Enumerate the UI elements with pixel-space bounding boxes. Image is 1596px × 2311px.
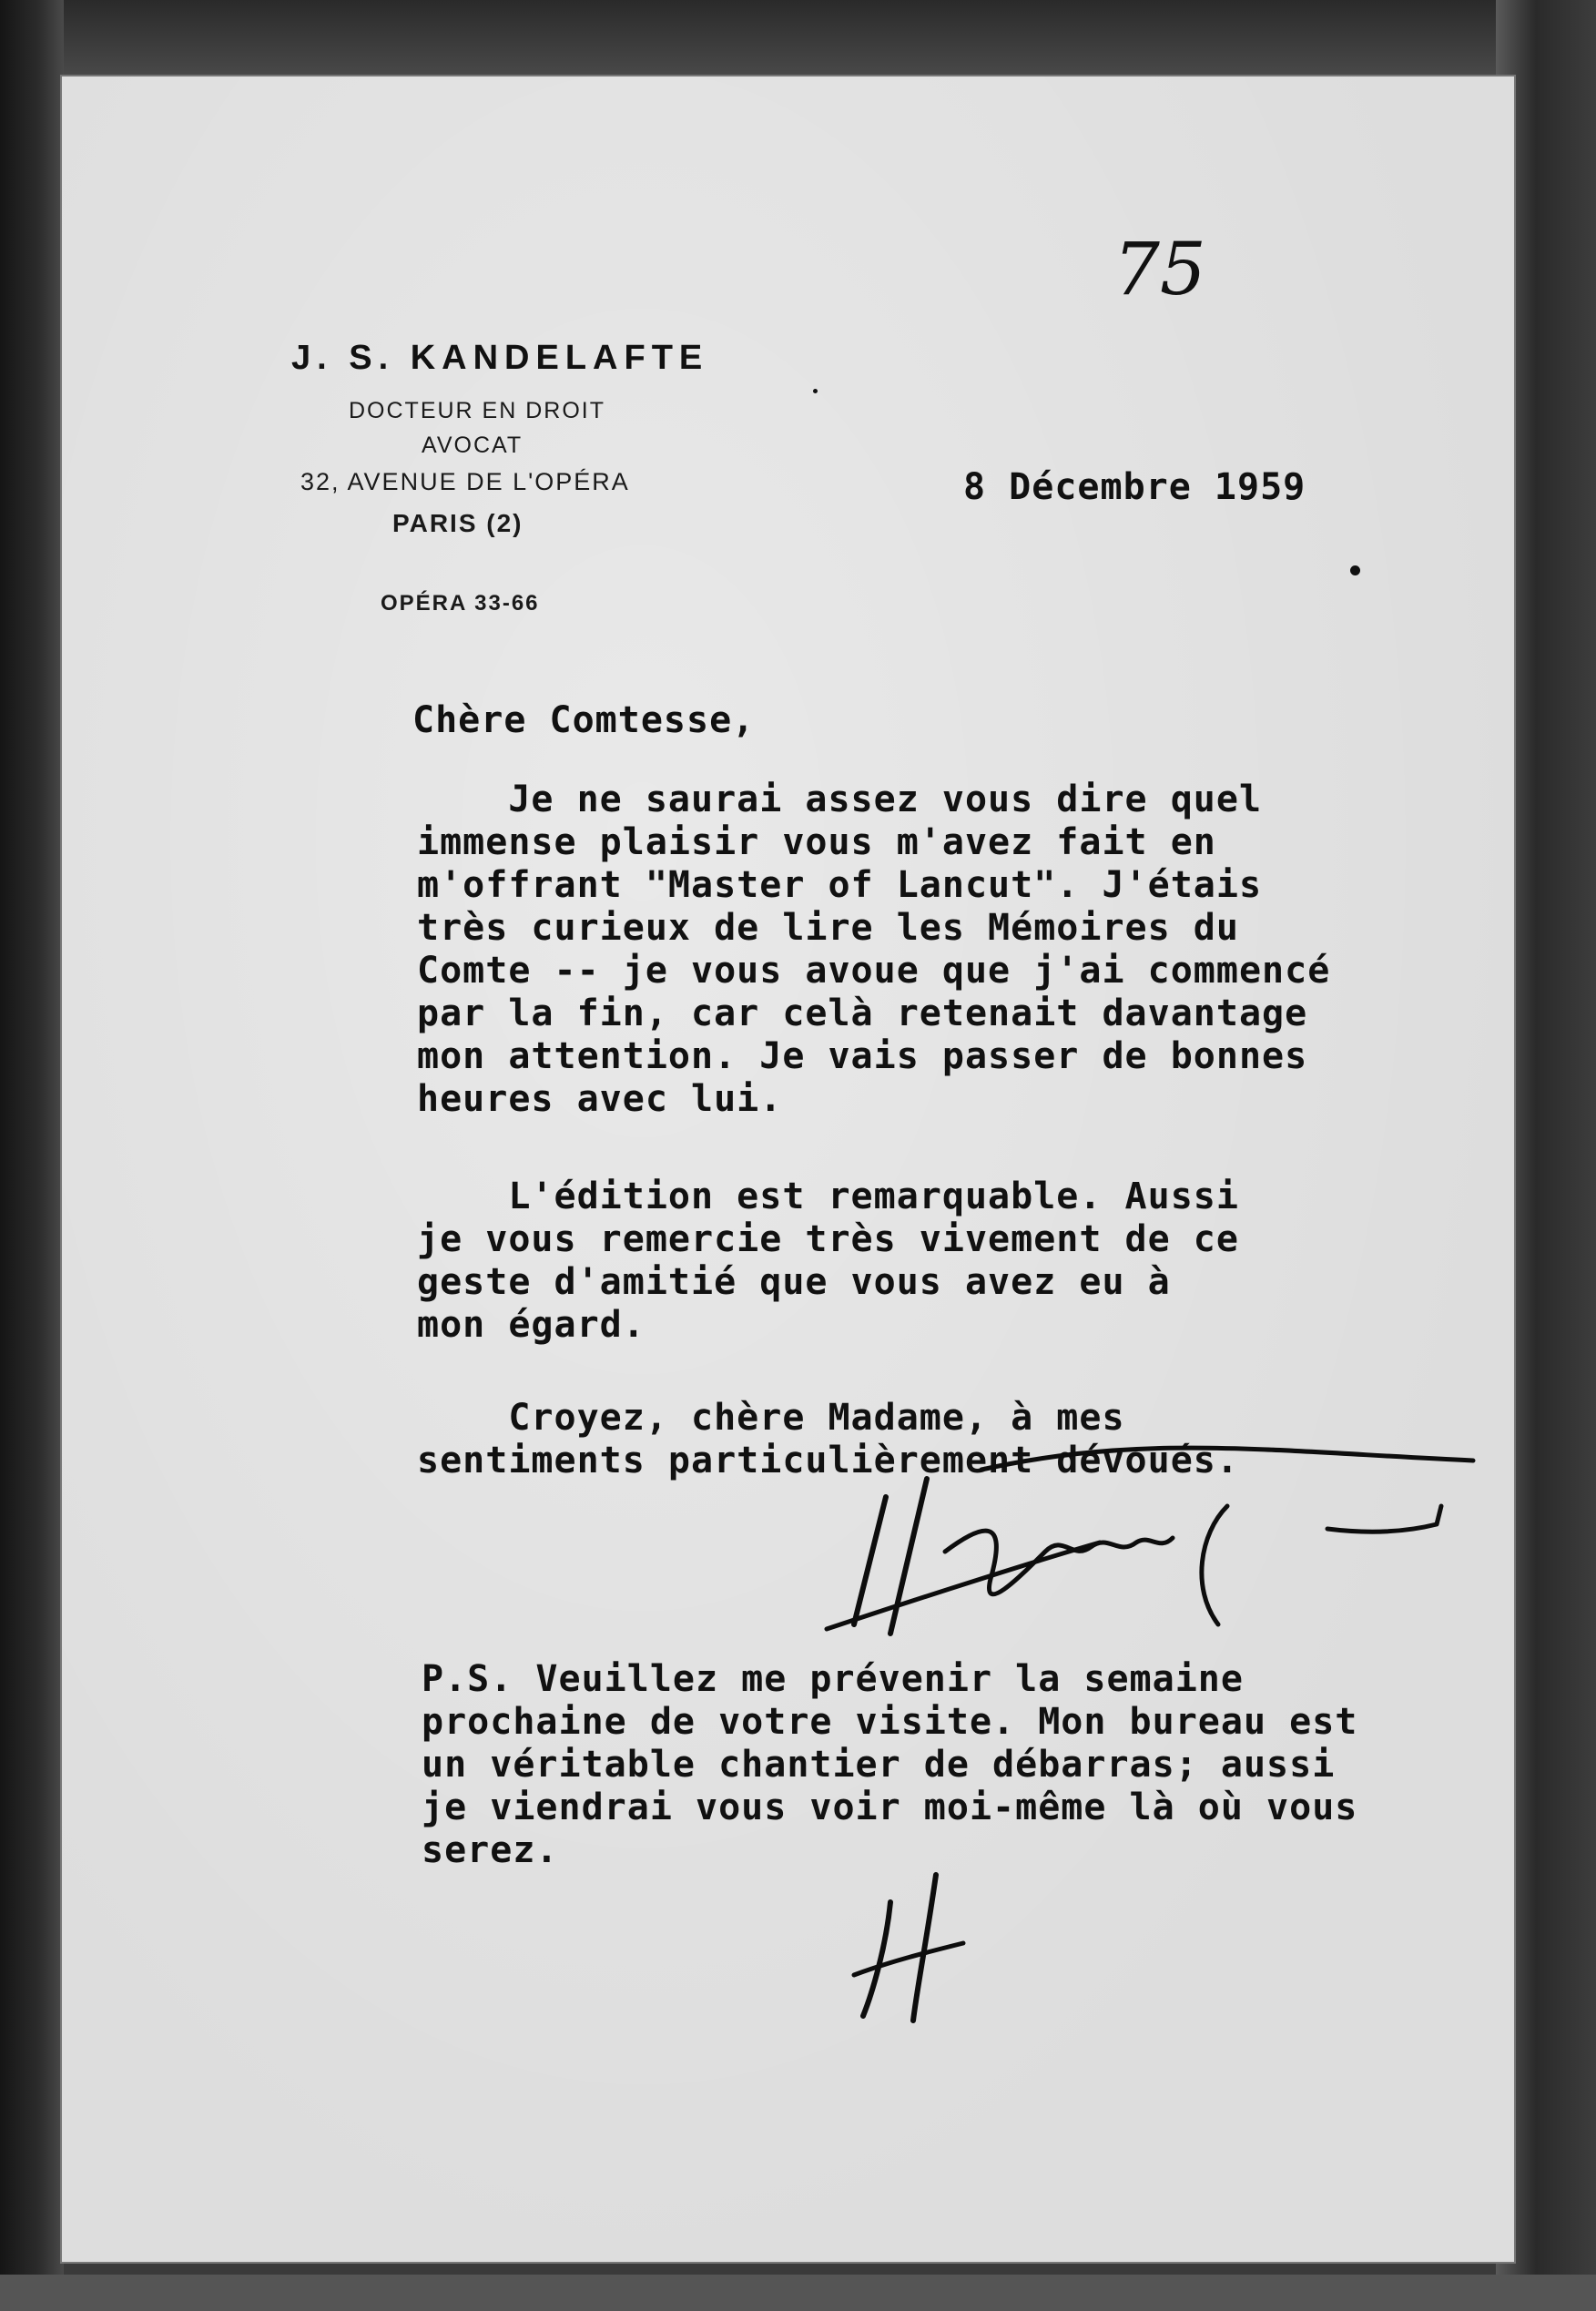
letterhead-city: PARIS (2): [392, 509, 524, 537]
ink-speck: [813, 389, 818, 393]
letterhead-title: DOCTEUR EN DROIT: [349, 398, 605, 423]
scan-border-top: [0, 0, 1596, 82]
letterhead-profession: AVOCAT: [422, 433, 524, 458]
scan-border-left: [0, 0, 64, 2311]
ink-speck: [1350, 565, 1360, 575]
letterhead-name: J. S. KANDELAFTE: [291, 339, 709, 377]
closing-paragraph: Croyez, chère Madame, à mes sentiments particulièrement dévoués.: [417, 1397, 1239, 1481]
scan-border-bottom: [0, 2275, 1596, 2311]
letter-page: [62, 76, 1514, 2262]
letterhead-address: 32, AVENUE DE L'OPÉRA: [300, 468, 630, 495]
body-paragraph-2: L'édition est remarquable. Aussi je vous remercie très vivement de ce geste d'amitié que vous avez eu à mon égard.: [417, 1176, 1239, 1346]
salutation: Chère Comtesse,: [412, 699, 756, 741]
letter-date: 8 Décembre 1959: [963, 466, 1306, 508]
letterhead-phone: OPÉRA 33-66: [381, 591, 540, 616]
handwritten-signature: [799, 1442, 1491, 1652]
body-paragraph-1: Je ne saurai assez vous dire quel immense plaisir vous m'avez fait en m'offrant "Master of Lancut". J'étais très curieux de lire les Mémoires du Comte -- je vous avoue que j'ai commencé par la fin, car celà retenait davantage mon attention. Je vais passer de bonnes heures avec lui.: [417, 779, 1331, 1120]
page-number: 75: [1113, 227, 1206, 311]
handwritten-initials: [836, 1866, 981, 2030]
postscript: P.S. Veuillez me prévenir la semaine prochaine de votre visite. Mon bureau est un véritable chantier de débarras; aussi je viendrai vous voir moi-même là où vous serez.: [422, 1658, 1358, 1871]
